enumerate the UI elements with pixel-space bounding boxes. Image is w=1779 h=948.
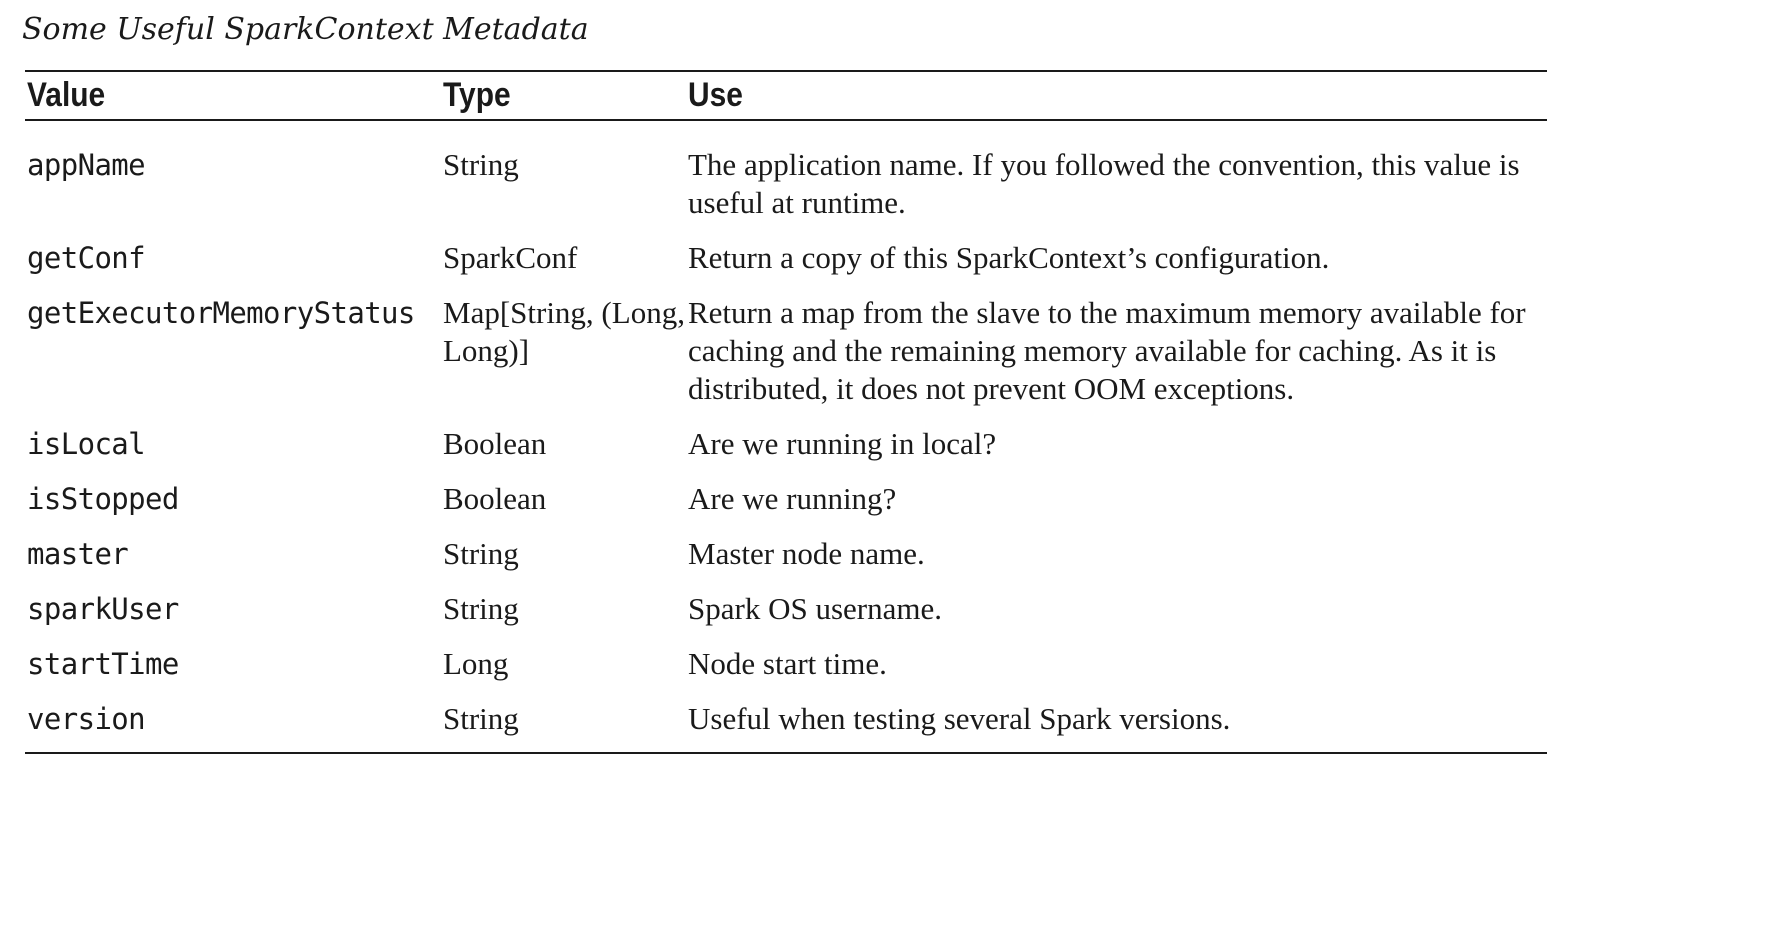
cell-value: getExecutorMemoryStatus: [27, 296, 415, 330]
cell-use: Are we running?: [688, 481, 897, 516]
cell-use: The application name. If you followed the convention, this value is useful at runtime.: [688, 147, 1520, 220]
header-row: [25, 71, 1547, 120]
cell-type: Boolean: [443, 481, 547, 516]
table-body: [25, 120, 1547, 753]
cell-value: isStopped: [27, 482, 179, 516]
cell-value: appName: [27, 148, 146, 182]
cell-type: Boolean: [443, 426, 547, 461]
header-value: Value: [25, 71, 441, 120]
metadata-table: [25, 70, 1547, 754]
table-row: [25, 120, 1547, 222]
cell-type: Long: [443, 646, 509, 681]
cell-type: String: [443, 591, 519, 626]
cell-use: Are we running in local?: [688, 426, 997, 461]
cell-use: Master node name.: [688, 536, 925, 571]
cell-use: Return a map from the slave to the maximum memory available for caching and the remaining memory available for caching. As it is distributed, it does not prevent OOM exceptions.: [688, 295, 1526, 406]
table-header: [25, 71, 1547, 120]
cell-type: String: [443, 147, 519, 182]
cell-use: Useful when testing several Spark versions.: [688, 701, 1231, 736]
cell-value: sparkUser: [27, 592, 179, 626]
cell-use: Return a copy of this SparkContext’s configuration.: [688, 240, 1330, 275]
table-row: [25, 628, 1547, 683]
cell-value: startTime: [27, 647, 179, 681]
cell-type: String: [443, 701, 519, 736]
cell-use: Node start time.: [688, 646, 887, 681]
cell-value: version: [27, 702, 146, 736]
header-use: Use: [686, 71, 1547, 120]
metadata-table-container: [25, 70, 1547, 754]
cell-type: String: [443, 536, 519, 571]
cell-value: master: [27, 537, 129, 571]
table-row: [25, 683, 1547, 753]
table-row: [25, 463, 1547, 518]
cell-type: Map[String, (Long, Long)]: [443, 295, 685, 368]
table-caption: Some Useful SparkContext Metadata: [22, 12, 589, 47]
table-row: [25, 277, 1547, 408]
table-row: [25, 408, 1547, 463]
table-row: [25, 573, 1547, 628]
cell-value: isLocal: [27, 427, 146, 461]
table-row: [25, 222, 1547, 277]
cell-type: SparkConf: [443, 240, 578, 275]
header-type: Type: [441, 71, 686, 120]
cell-value: getConf: [27, 241, 146, 275]
cell-use: Spark OS username.: [688, 591, 942, 626]
table-row: [25, 518, 1547, 573]
